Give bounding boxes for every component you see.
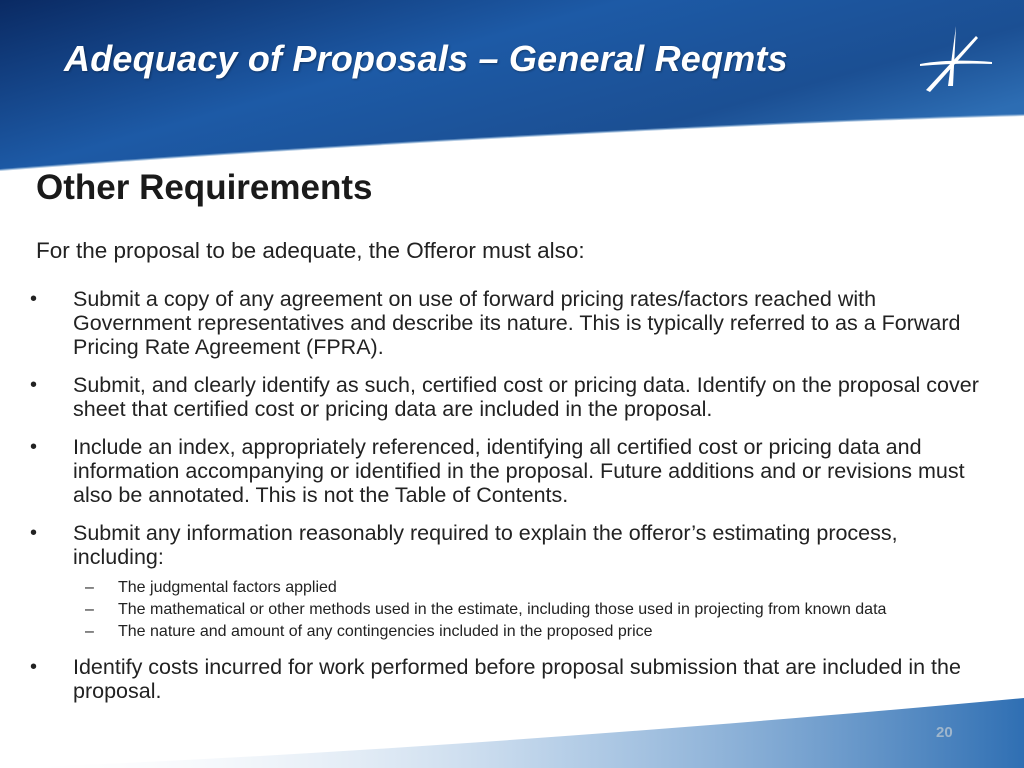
requirements-list [28,287,988,717]
bullet-item: • Identify costs incurred for work performed before proposal submission that are included in the proposal. [28,655,988,703]
sub-bullet-item: – The mathematical or other methods used in the estimate, including those used in projecting from known data [73,601,988,619]
bullet-item: • Include an index, appropriately referenced, identifying all certified cost or pricing data and information accompanying or identified in the proposal. Future additions and or revisions must also be annotated. This is not the Table of Contents. [28,435,988,507]
star-logo-icon [918,24,994,94]
bullet-item-text: Submit any information reasonably required to explain the offeror’s estimating process, including: [73,521,898,569]
slide-title: Adequacy of Proposals – General Reqmts [64,38,788,79]
section-heading: Other Requirements [36,168,373,207]
sub-bullet-item: – The judgmental factors applied [73,579,988,597]
intro-text: For the proposal to be adequate, the Offeror must also: [36,238,585,263]
sub-bullet-list [73,579,988,641]
footer-swoosh [0,698,1024,768]
bullet-item: • Submit a copy of any agreement on use of forward pricing rates/factors reached with Government representatives and describe its nature. This is typically referred to as a Forward Pricing Rate Agreement (FPRA). [28,287,988,359]
bullet-item: • Submit, and clearly identify as such, certified cost or pricing data. Identify on the proposal cover sheet that certified cost or pricing data are included in the proposal. [28,373,988,421]
sub-bullet-item: – The nature and amount of any contingencies included in the proposed price [73,623,988,641]
bullet-item-with-subs [28,521,988,641]
page-number: 20 [936,724,953,741]
